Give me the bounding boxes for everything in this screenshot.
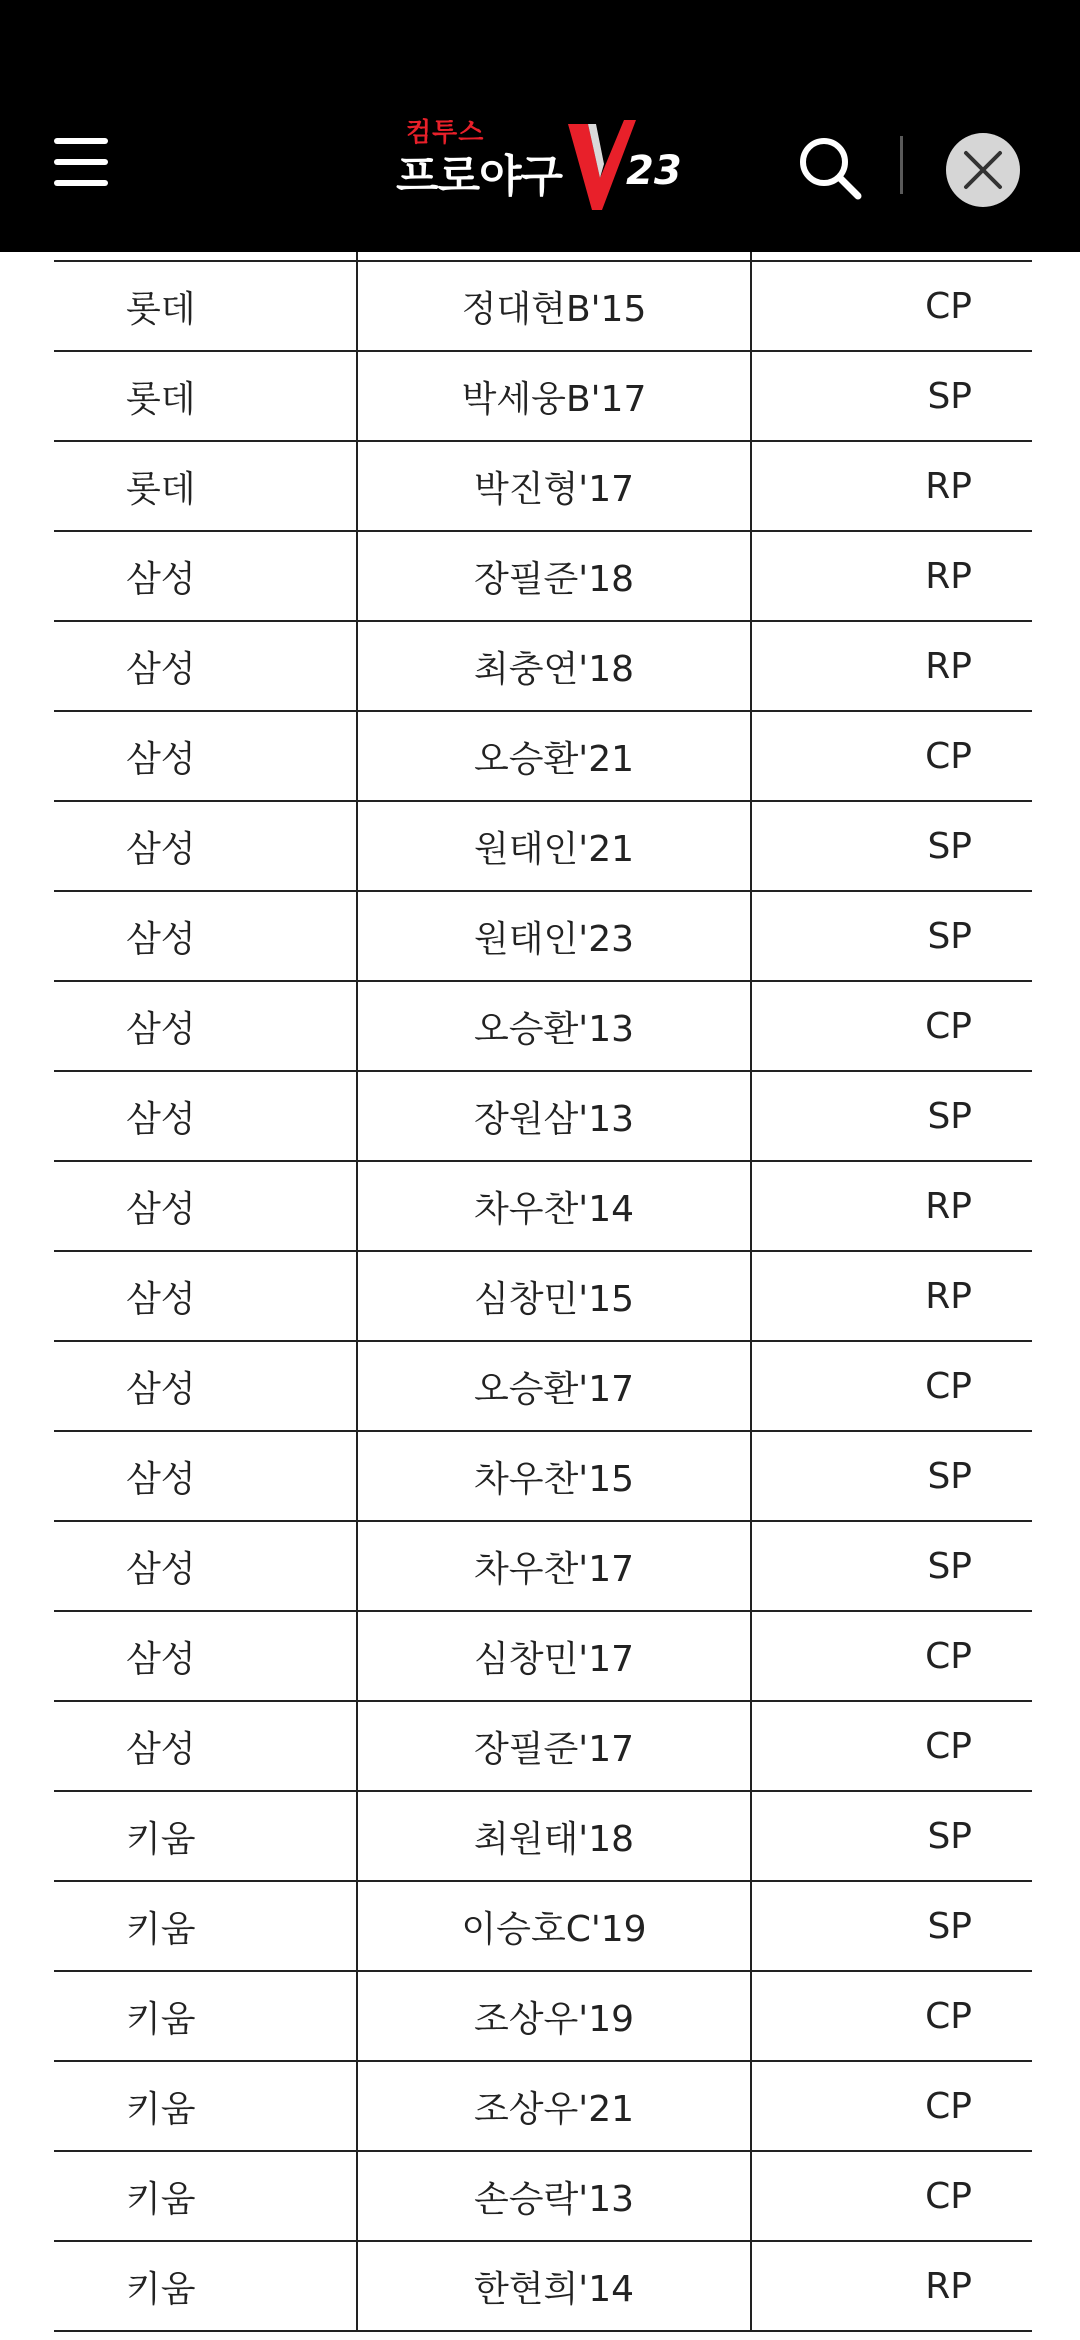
player-cell: 손승락'13 [357, 2151, 751, 2241]
table-row [54, 531, 1032, 621]
team-cell: 삼성 [54, 711, 357, 801]
close-icon [946, 133, 1020, 207]
position-cell: CP [751, 1341, 1032, 1431]
team-cell: 키움 [54, 2151, 357, 2241]
player-cell: 정대현B'15 [357, 261, 751, 351]
logo-main-text: 프로야구 [396, 151, 563, 202]
player-cell: 오승환'21 [357, 711, 751, 801]
table-row [54, 1071, 1032, 1161]
player-cell: 장필준'18 [357, 531, 751, 621]
table-row [54, 1701, 1032, 1791]
team-cell: 삼성 [54, 1431, 357, 1521]
header-divider [900, 136, 903, 194]
player-cell: 차우찬'14 [357, 1161, 751, 1251]
table-row [54, 1611, 1032, 1701]
team-cell: 삼성 [54, 1701, 357, 1791]
player-cell: 박세웅B'17 [357, 351, 751, 441]
team-cell: 키움 [54, 2061, 357, 2151]
player-table-body [54, 172, 1032, 2331]
position-cell: RP [751, 1161, 1032, 1251]
table-row [54, 1521, 1032, 1611]
position-cell: SP [751, 351, 1032, 441]
player-cell: 오승환'13 [357, 981, 751, 1071]
table-row [54, 891, 1032, 981]
position-cell: RP [751, 621, 1032, 711]
table-row [54, 2241, 1032, 2331]
app-logo[interactable] [396, 112, 696, 212]
table-row [54, 1341, 1032, 1431]
position-cell: SP [751, 801, 1032, 891]
search-icon[interactable] [796, 134, 862, 200]
team-cell: 키움 [54, 1881, 357, 1971]
table-row [54, 2151, 1032, 2241]
player-cell: 조상우'21 [357, 2061, 751, 2151]
team-cell: 삼성 [54, 1521, 357, 1611]
player-cell: 최충연'18 [357, 621, 751, 711]
player-cell: 이승호C'19 [357, 1881, 751, 1971]
position-cell: CP [751, 2151, 1032, 2241]
team-cell: 삼성 [54, 801, 357, 891]
team-cell: 삼성 [54, 1341, 357, 1431]
team-cell: 키움 [54, 1791, 357, 1881]
position-cell: SP [751, 1521, 1032, 1611]
player-cell: 차우찬'17 [357, 1521, 751, 1611]
team-cell: 삼성 [54, 1161, 357, 1251]
table-row [54, 1881, 1032, 1971]
menu-icon[interactable] [54, 138, 108, 188]
team-cell: 삼성 [54, 531, 357, 621]
table-row [54, 351, 1032, 441]
table-row [54, 1161, 1032, 1251]
logo-top-text: 컴투스 [406, 118, 485, 148]
position-cell: RP [751, 441, 1032, 531]
top-header [0, 0, 1080, 252]
position-cell: RP [751, 2241, 1032, 2331]
position-cell: SP [751, 1791, 1032, 1881]
position-cell: SP [751, 1881, 1032, 1971]
table-row [54, 1251, 1032, 1341]
team-cell: 삼성 [54, 891, 357, 981]
table-row [54, 441, 1032, 531]
logo-number-text: 23 [626, 148, 682, 194]
player-cell: 장원삼'13 [357, 1071, 751, 1161]
player-cell: 최원태'18 [357, 1791, 751, 1881]
team-cell: 롯데 [54, 351, 357, 441]
position-cell: CP [751, 1611, 1032, 1701]
table-row [54, 1791, 1032, 1881]
position-cell: RP [751, 1251, 1032, 1341]
player-cell: 심창민'17 [357, 1611, 751, 1701]
team-cell: 키움 [54, 1971, 357, 2061]
position-cell: SP [751, 891, 1032, 981]
player-cell: 원태인'21 [357, 801, 751, 891]
position-cell: CP [751, 1971, 1032, 2061]
table-row [54, 261, 1032, 351]
table-row [54, 621, 1032, 711]
team-cell: 삼성 [54, 1251, 357, 1341]
table-row [54, 2061, 1032, 2151]
player-cell: 오승환'17 [357, 1341, 751, 1431]
table-row [54, 1971, 1032, 2061]
close-button[interactable] [946, 133, 1020, 207]
team-cell: 삼성 [54, 981, 357, 1071]
player-cell: 심창민'15 [357, 1251, 751, 1341]
position-cell: SP [751, 1071, 1032, 1161]
player-table [54, 172, 1030, 2332]
team-cell: 롯데 [54, 261, 357, 351]
team-cell: 롯데 [54, 441, 357, 531]
team-cell: 삼성 [54, 1611, 357, 1701]
table-row [54, 1431, 1032, 1521]
player-cell: 차우찬'15 [357, 1431, 751, 1521]
position-cell: SP [751, 1431, 1032, 1521]
position-cell: CP [751, 711, 1032, 801]
player-cell: 원태인'23 [357, 891, 751, 981]
position-cell: RP [751, 531, 1032, 621]
player-cell: 조상우'19 [357, 1971, 751, 2061]
table-row [54, 801, 1032, 891]
team-cell: 키움 [54, 2241, 357, 2331]
player-cell: 박진형'17 [357, 441, 751, 531]
table-row [54, 981, 1032, 1071]
table-row [54, 711, 1032, 801]
team-cell: 삼성 [54, 621, 357, 711]
player-cell: 한현희'14 [357, 2241, 751, 2331]
player-cell: 장필준'17 [357, 1701, 751, 1791]
position-cell: CP [751, 1701, 1032, 1791]
position-cell: CP [751, 261, 1032, 351]
position-cell: CP [751, 2061, 1032, 2151]
team-cell: 삼성 [54, 1071, 357, 1161]
position-cell: CP [751, 981, 1032, 1071]
